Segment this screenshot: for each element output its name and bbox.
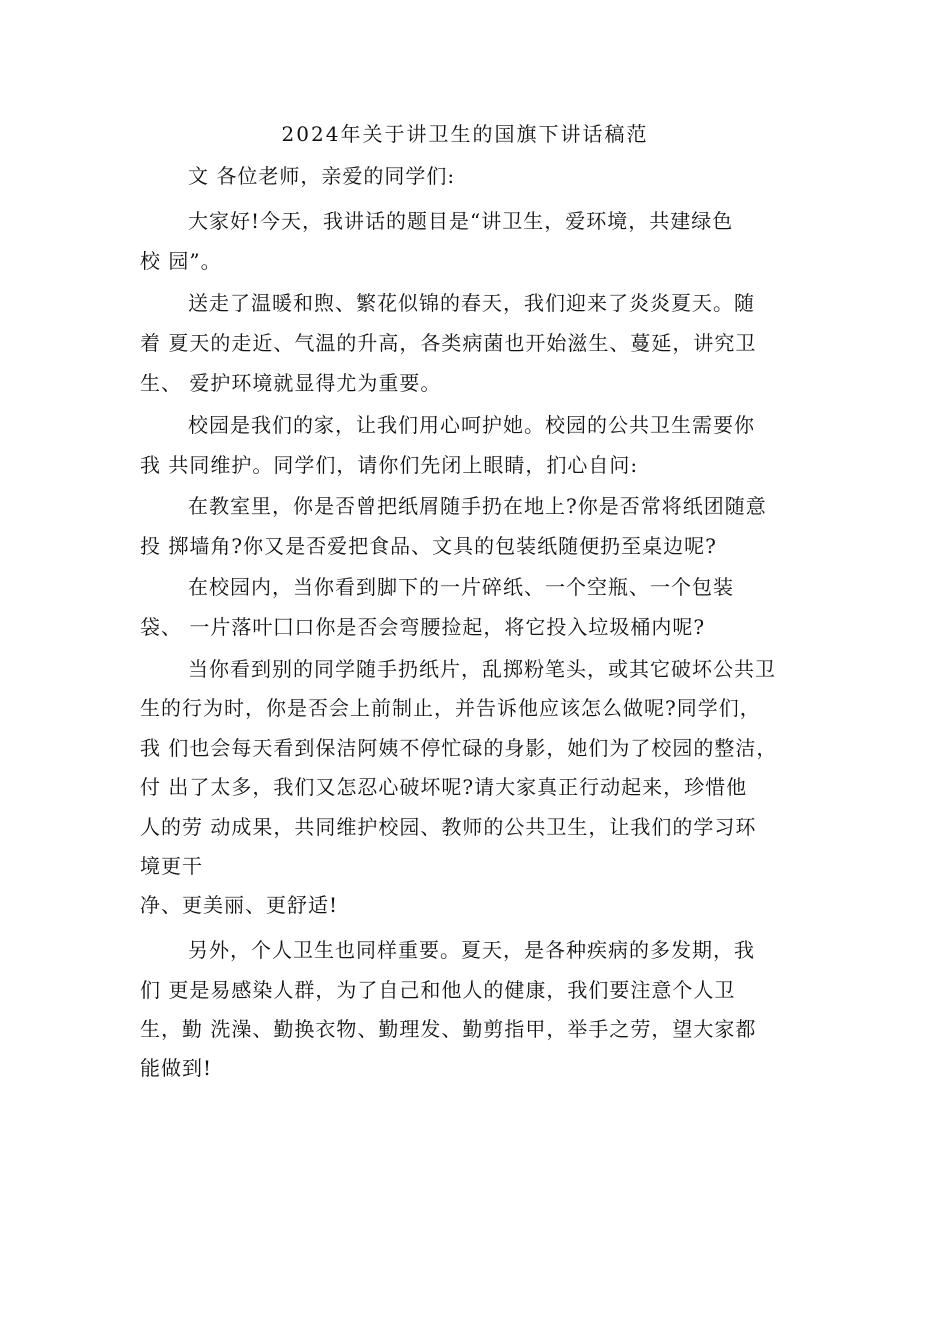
text-line: 付 出了太多，我们又怎忍心破坏呢?请大家真正行动起来，珍惜他: [140, 775, 748, 799]
text-line: 生、 爱护环境就显得尤为重要。: [140, 371, 442, 395]
text-line: 境更干: [140, 854, 203, 878]
text-line: 文 各位老师，亲爱的同学们:: [188, 164, 456, 188]
text-line: 投 掷墙角?你又是否爱把食品、文具的包装纸随便扔至桌边呢?: [140, 534, 717, 558]
text-line: 另外，个人卫生也同样重要。夏天，是各种疾病的多发期，我: [188, 938, 755, 962]
text-line: 校园是我们的家，让我们用心呵护她。校园的公共卫生需要你: [188, 413, 755, 437]
text-line: 着 夏天的走近、气温的升高，各类病菌也开始滋生、蔓延，讲究卫: [140, 331, 757, 355]
text-line: 我 们也会每天看到保洁阿姨不停忙碌的身影，她们为了校园的整洁，: [140, 736, 778, 760]
document-title: 2024年关于讲卫生的国旗下讲话稿范: [281, 122, 649, 146]
text-line: 当你看到别的同学随手扔纸片，乱掷粉笔头，或其它破坏公共卫: [188, 657, 776, 681]
text-line: 大家好!今天，我讲话的题目是“讲卫生，爱环境，共建绿色: [188, 209, 734, 233]
text-line: 生，勤 洗澡、勤换衣物、勤理发、勤剪指甲，举手之劳，望大家都: [140, 1017, 757, 1041]
text-line: 们 更是易感染人群，为了自己和他人的健康，我们要注意个人卫: [140, 978, 736, 1002]
text-line: 我 共同维护。同学们，请你们先闭上眼睛，扪心自问:: [140, 453, 639, 477]
text-line: 能做到!: [140, 1056, 213, 1080]
text-line: 生的行为时，你是否会上前制止，并告诉他应该怎么做呢?同学们，: [140, 696, 761, 720]
text-line: 在教室里，你是否曾把纸屑随手扔在地上?你是否常将纸团随意: [188, 494, 767, 518]
text-line: 净、更美丽、更舒适!: [140, 893, 339, 917]
text-line: 在校园内，当你看到脚下的一片碎纸、一个空瓶、一个包装: [188, 575, 734, 599]
text-line: 袋、 一片落叶囗口你是否会弯腰捡起，将它投入垃圾桶内呢?: [140, 615, 706, 639]
text-line: 校 园”。: [140, 249, 222, 273]
text-line: 送走了温暖和煦、繁花似锦的春天，我们迎来了炎炎夏天。随: [188, 291, 755, 315]
text-line: 人的劳 动成果，共同维护校园、教师的公共卫生，让我们的学习环: [140, 815, 757, 839]
